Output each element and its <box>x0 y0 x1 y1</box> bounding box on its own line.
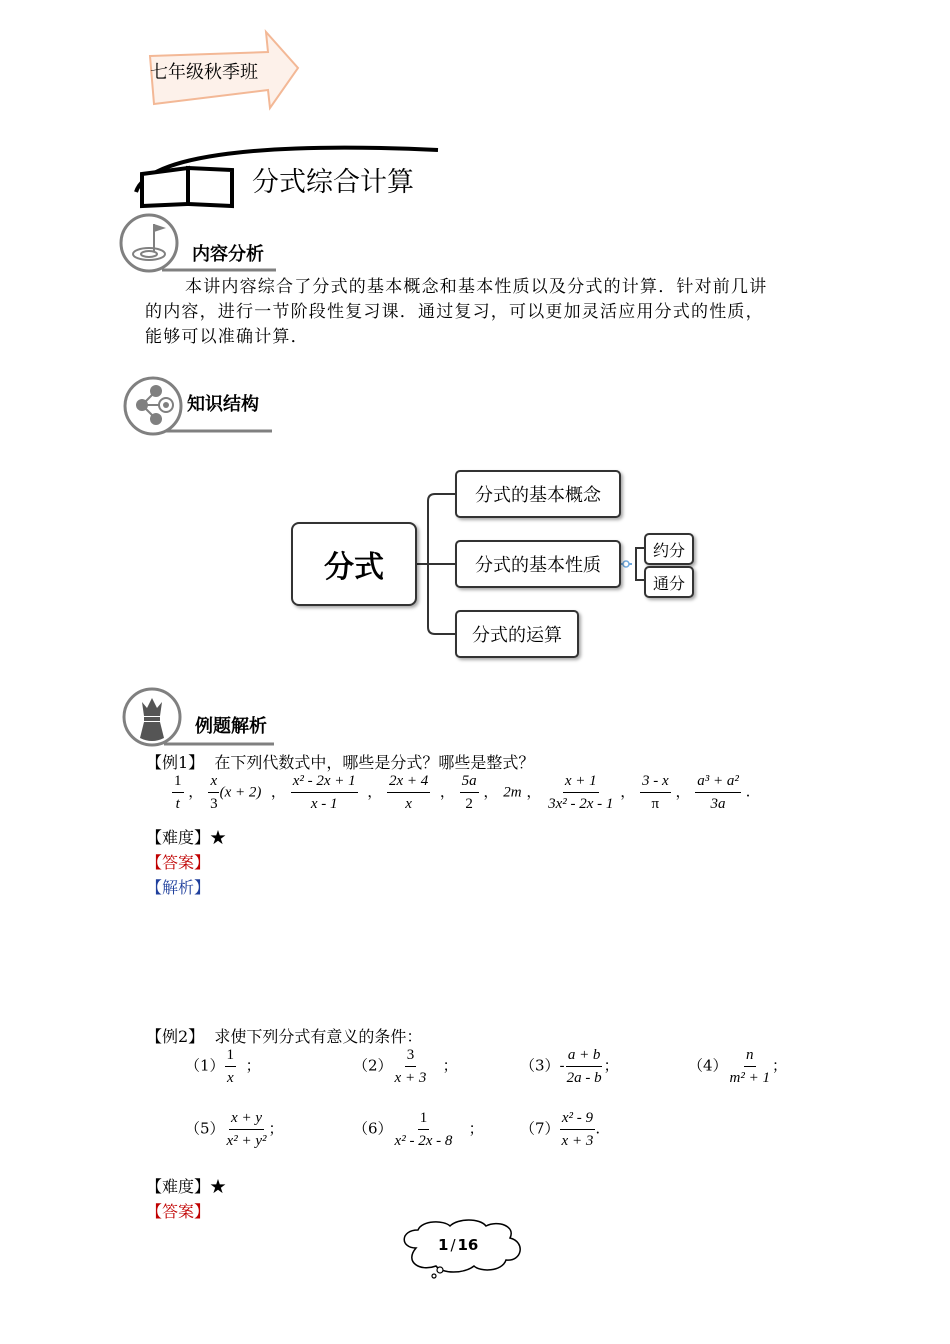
example1-answer-label: 【答案】 <box>146 853 211 872</box>
difficulty-label: 【难度】 <box>146 1177 211 1196</box>
example2-label: 【例2】 <box>146 1027 205 1046</box>
ex1-term-2: $\frac{x}{3}$ <box>210 773 218 812</box>
example1-analysis-label: 【解析】 <box>146 878 211 897</box>
difficulty-star-icon: ★ <box>210 828 227 847</box>
examples-heading: 例题解析 <box>195 716 267 737</box>
ex2-item-4: （4） $\frac{n}{\text{m² + 1}}$ ； <box>688 1047 788 1086</box>
ex1-term-2-tail: (x + 2) <box>219 784 262 801</box>
grade-label: 七年级秋季班 <box>150 62 258 83</box>
example1-expressions: $\frac{1}{t}$ ， $\frac{x}{3}$ (x + 2) ， $\frac{\text{x² - 2x + 1}}{x - 1}$ ， $\frac{2x + 4}{x}$ ， $\frac{5a}{2}$ ， 2m ， $\frac{x + 1}{\text{3x² - 2x - 1}}$ ， $\frac{3 - x}{\pi}$ ， $\frac{\text{a³ + a²}}{3a}$ . <box>174 773 751 812</box>
mindmap-branch-operation: 分式的运算 <box>455 610 579 658</box>
example1-text: 在下列代数式中，哪些是分式？哪些是整式？ <box>214 753 535 772</box>
ex1-term-7: $\frac{x + 1}{\text{3x² - 2x - 1}}$ <box>548 773 614 812</box>
ex1-term-4: $\frac{2x + 4}{x}$ <box>388 773 429 812</box>
knowledge-heading: 知识结构 <box>187 394 259 415</box>
example1-difficulty <box>146 825 226 848</box>
ex1-term-9: $\frac{\text{a³ + a²}}{3a}$ <box>697 773 739 812</box>
difficulty-star-icon: ★ <box>210 1177 227 1196</box>
content-analysis-line-3: 能够可以准确计算． <box>145 327 309 347</box>
example1-question <box>146 750 534 773</box>
mindmap-branch-concept: 分式的基本概念 <box>455 470 621 518</box>
mindmap-root: 分式 <box>291 522 417 606</box>
ex1-term-3: $\frac{\text{x² - 2x + 1}}{x - 1}$ <box>292 773 356 812</box>
ex2-item-7: （7） $\frac{\text{x² - 9}}{x + 3}$ . <box>520 1110 601 1149</box>
example2-difficulty <box>146 1174 226 1197</box>
mindmap-branch-property: 分式的基本性质 <box>455 540 621 588</box>
mindmap-sub-common-denominator: 通分 <box>644 566 694 598</box>
ex2-item-3: （3）- $\frac{a + b}{2a - b}$ ； <box>520 1047 619 1086</box>
ex1-term-6: 2m <box>503 784 522 801</box>
mindmap-sub-reduce: 约分 <box>644 533 694 565</box>
content-analysis-line-2: 的内容，进行一节阶段性复习课．通过复习，可以更加灵活应用分式的性质， <box>145 302 764 322</box>
ex2-item-2: （2） $\frac{3}{x + 3}$ ； <box>353 1047 458 1086</box>
example2-text: 求使下列分式有意义的条件： <box>214 1027 423 1046</box>
content-analysis-heading: 内容分析 <box>192 244 264 265</box>
example2-answer-label: 【答案】 <box>146 1202 211 1221</box>
difficulty-label: 【难度】 <box>146 828 211 847</box>
example2-question <box>146 1024 422 1047</box>
ex1-term-8: $\frac{3 - x}{\pi}$ <box>642 773 669 812</box>
ex1-term-5: $\frac{5a}{2}$ <box>461 773 477 812</box>
ex1-term-1: $\frac{1}{t}$ <box>174 773 182 812</box>
ex2-item-5: （5） $\frac{x + y}{\text{x² + y²}}$ ； <box>185 1110 284 1149</box>
ex2-item-1: （1） $\frac{1}{x}$ ； <box>185 1047 261 1086</box>
lesson-title: 分式综合计算 <box>252 167 414 198</box>
page-number: 1 / 16 <box>438 1236 479 1254</box>
example1-label: 【例1】 <box>146 753 205 772</box>
content-analysis-line-1: 本讲内容综合了分式的基本概念和基本性质以及分式的计算．针对前几讲 <box>185 277 768 297</box>
ex2-item-6: （6） $\frac{1}{\text{x² - 2x - 8}}$ ； <box>353 1110 484 1149</box>
